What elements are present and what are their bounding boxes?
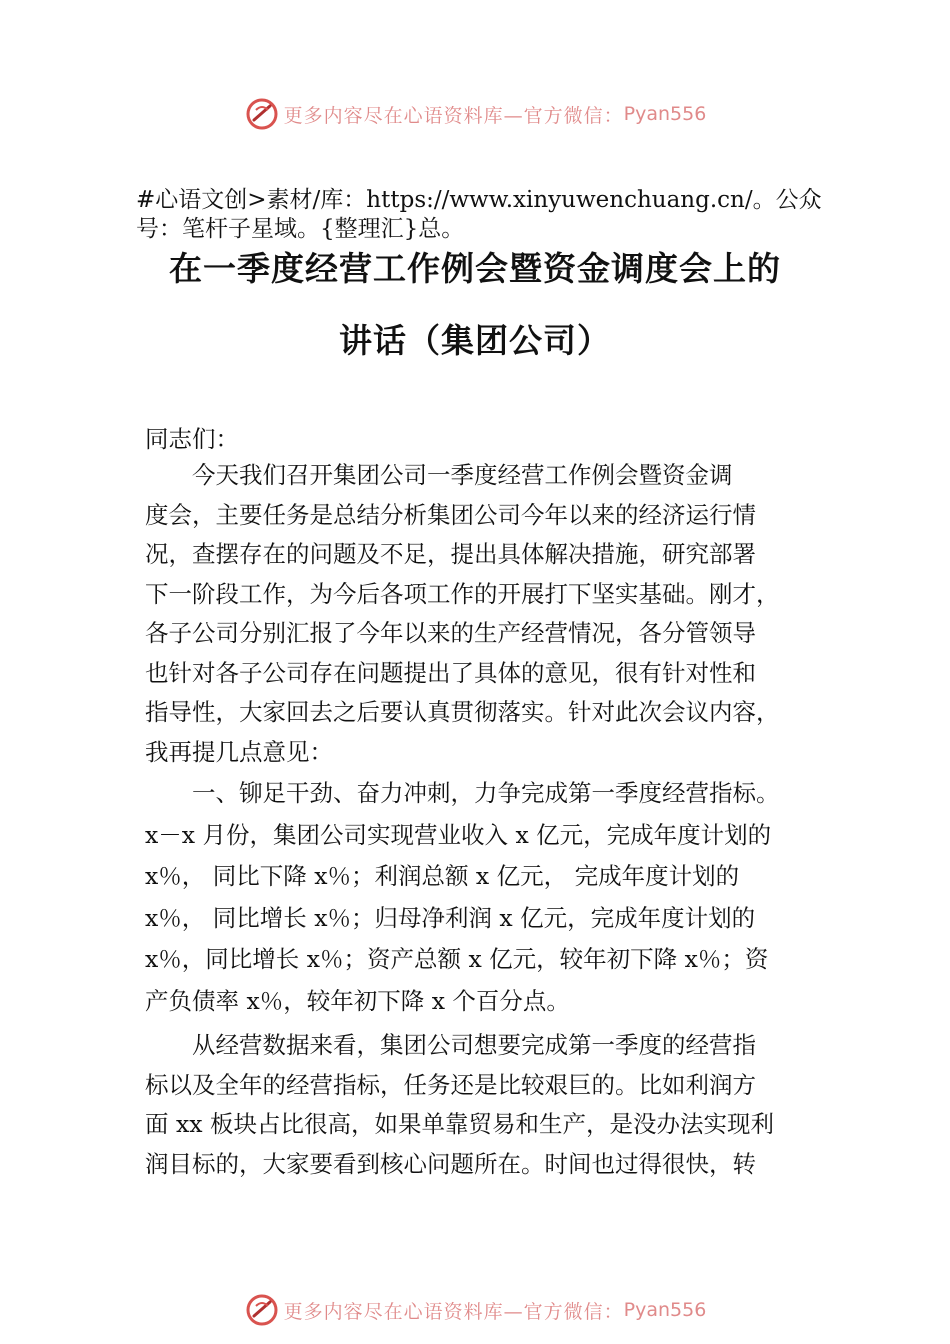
paragraph-line: 我再提几点意见： (145, 737, 333, 766)
paragraph-line: x％， 同比增长 x％；归母净利润 x 亿元，完成年度计划的 (145, 903, 756, 932)
document-title-line-1: 在一季度经营工作例会暨资金调度会上的 (169, 249, 781, 288)
paragraph-line: 面 xx 板块占比很高，如果单靠贸易和生产，是没办法实现利 (145, 1110, 774, 1138)
paragraph-1 (145, 456, 813, 772)
paragraph-line: 今天我们召开集团公司一季度经营工作例会暨资金调 (192, 461, 733, 489)
paragraph-line: 润目标的，大家要看到核心问题所在。时间也过得很快，转 (145, 1149, 756, 1178)
xinyu-logo-icon (244, 1292, 280, 1328)
paragraph-line: 也针对各子公司存在问题提出了具体的意见，很有针对性和 (145, 658, 756, 687)
document-title-line-2: 讲话（集团公司） (339, 321, 611, 360)
paragraph-line: 一、铆足干劲、奋力冲刺，力争完成第一季度经营指标。 (192, 779, 780, 807)
paragraph-line: 各子公司分别汇报了今年以来的生产经营情况，各分管领导 (145, 619, 756, 647)
watermark-text: 更多内容尽在心语资料库—官方微信： (283, 1300, 624, 1323)
paragraph-line: 产负债率 x％，较年初下降 x 个百分点。 (145, 986, 570, 1015)
paragraph-line: 标以及全年的经营指标，任务还是比较艰巨的。比如利润方 (145, 1070, 756, 1099)
watermark-wechat-id: Pyan556 (623, 1299, 707, 1321)
paragraph-line: 况，查摆存在的问题及不足，提出具体解决措施，研究部署 (145, 540, 756, 568)
source-note-line: 号：笔杆子星域。{整理汇}总。 (136, 216, 465, 242)
paragraph-line: x－x 月份，集团公司实现营业收入 x 亿元，完成年度计划的 (145, 820, 772, 849)
watermark-wechat-id: Pyan556 (623, 103, 707, 125)
paragraph-line: 度会，主要任务是总结分析集团公司今年以来的经济运行情 (145, 500, 756, 529)
paragraph-3 (145, 1026, 813, 1184)
paragraph-line: 从经营数据来看，集团公司想要完成第一季度的经营指 (192, 1031, 756, 1059)
paragraph-line: 下一阶段工作，为今后各项工作的开展打下坚实基础。刚才， (145, 579, 780, 608)
paragraph-line: x％，同比增长 x％；资产总额 x 亿元，较年初下降 x％；资 (145, 945, 769, 973)
footer-watermark (0, 1290, 950, 1330)
salutation: 同志们： (145, 425, 239, 453)
source-note-line: #心语文创>素材/库：https://www.xinyuwenchuang.cn/。公众 (136, 187, 822, 213)
paragraph-2 (145, 773, 813, 1022)
source-note (136, 186, 848, 244)
watermark-text: 更多内容尽在心语资料库—官方微信： (283, 104, 624, 127)
paragraph-line: x％， 同比下降 x％；利润总额 x 亿元， 完成年度计划的 (145, 862, 740, 890)
xinyu-logo-icon (244, 96, 280, 132)
paragraph-line: 指导性，大家回去之后要认真贯彻落实。针对此次会议内容， (145, 698, 780, 726)
header-watermark (0, 94, 950, 134)
